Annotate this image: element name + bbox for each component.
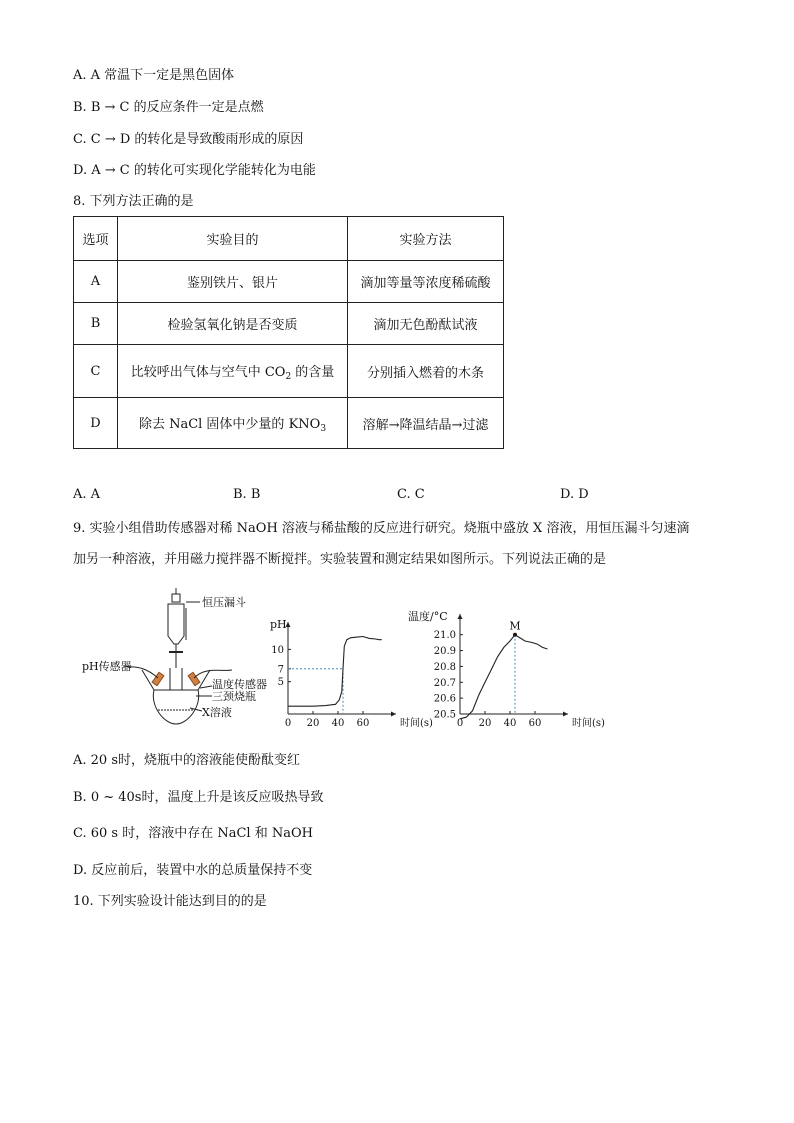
row-method: 分别插入燃着的木条 bbox=[348, 345, 504, 398]
row-purpose bbox=[118, 345, 348, 398]
q9-figure bbox=[72, 578, 612, 733]
x-axis-label: 时间(s) bbox=[572, 718, 605, 729]
x-axis-label: 时间(s) bbox=[400, 718, 433, 729]
q8-choice-a: A. A bbox=[73, 487, 101, 502]
y-axis-arrow bbox=[458, 614, 463, 619]
funnel-stopper bbox=[172, 594, 180, 602]
data-line bbox=[460, 635, 548, 719]
q9-option-c: C. 60 s 时，溶液中存在 NaCl 和 NaOH bbox=[73, 826, 313, 841]
y-tick-label: 5 bbox=[277, 677, 284, 689]
row-method: 滴加无色酚酞试液 bbox=[348, 303, 504, 345]
purpose-text: 的含量 bbox=[291, 364, 335, 380]
q8-choices bbox=[0, 487, 794, 505]
data-line bbox=[288, 637, 382, 707]
x-tick-label: 0 bbox=[456, 718, 464, 729]
row-purpose: 检验氢氧化钠是否变质 bbox=[118, 303, 348, 345]
y-tick-label: 20.7 bbox=[433, 677, 456, 689]
row-purpose: 鉴别铁片、银片 bbox=[118, 261, 348, 303]
funnel-body bbox=[168, 604, 184, 644]
row-option: A bbox=[74, 261, 118, 303]
temp-sensor-wire bbox=[194, 670, 232, 678]
q8-table bbox=[73, 216, 504, 449]
y-tick-label: 20.5 bbox=[433, 709, 456, 721]
flask-body bbox=[153, 690, 198, 724]
q7-option-b: B. B → C 的反应条件一定是点燃 bbox=[73, 100, 264, 115]
y-tick-label: 10 bbox=[271, 644, 284, 656]
label-x-solution: X溶液 bbox=[202, 706, 232, 719]
x-tick-label: 0 bbox=[284, 718, 292, 729]
ph-chart bbox=[270, 618, 433, 729]
q7-option-d: D. A → C 的转化可实现化学能转化为电能 bbox=[73, 163, 316, 178]
temperature-chart bbox=[408, 609, 605, 729]
q10-stem: 10. 下列实验设计能达到目的的是 bbox=[73, 894, 267, 909]
apparatus-diagram bbox=[82, 588, 267, 724]
header-method: 实验方法 bbox=[348, 217, 504, 261]
q8-choice-b: B. B bbox=[233, 487, 261, 502]
label-funnel: 恒压漏斗 bbox=[202, 596, 246, 609]
x-tick-label: 60 bbox=[356, 718, 370, 729]
x-axis-arrow bbox=[563, 712, 568, 717]
table-row bbox=[74, 345, 504, 398]
q9-option-a: A. 20 s时，烧瓶中的溶液能使酚酞变红 bbox=[73, 753, 300, 768]
x-tick-label: 40 bbox=[331, 718, 345, 729]
q8-choice-d: D. D bbox=[560, 487, 589, 502]
purpose-text: 比较呼出气体与空气中 CO bbox=[130, 364, 286, 380]
x-tick-label: 60 bbox=[528, 718, 542, 729]
label-ph-sensor: pH传感器 bbox=[82, 660, 132, 673]
leader-temp bbox=[200, 686, 212, 688]
table-row bbox=[74, 303, 504, 345]
q9-stem-line2: 加另一种溶液，并用磁力搅拌器不断搅拌。实验装置和测定结果如图所示。下列说法正确的是 bbox=[73, 552, 607, 567]
subscript: 2 bbox=[285, 371, 292, 382]
header-option: 选项 bbox=[74, 217, 118, 261]
q7-option-c: C. C → D 的转化是导致酸雨形成的原因 bbox=[73, 132, 304, 147]
q9-stem-line1: 9. 实验小组借助传感器对稀 NaOH 溶液与稀盐酸的反应进行研究。烧瓶中盛放 X 溶液，用恒压漏斗匀速滴 bbox=[73, 521, 690, 536]
point-label: M bbox=[509, 619, 521, 633]
purpose-text: 除去 NaCl 固体中少量的 KNO bbox=[138, 416, 321, 432]
table-row bbox=[74, 398, 504, 449]
subscript: 3 bbox=[320, 423, 327, 434]
y-tick-label: 21.0 bbox=[433, 630, 456, 642]
y-tick-label: 7 bbox=[277, 664, 284, 676]
label-flask: 三颈烧瓶 bbox=[212, 690, 256, 703]
q8-choice-c: C. C bbox=[397, 487, 425, 502]
q9-option-d: D. 反应前后，装置中水的总质量保持不变 bbox=[73, 863, 313, 878]
label-temp-sensor: 温度传感器 bbox=[212, 678, 267, 691]
row-option: D bbox=[74, 398, 118, 449]
q9-option-b: B. 0 ~ 40s时，温度上升是该反应吸热导致 bbox=[73, 790, 324, 805]
row-purpose bbox=[118, 398, 348, 449]
x-axis-arrow bbox=[391, 712, 396, 717]
row-option: C bbox=[74, 345, 118, 398]
q8-stem: 8. 下列方法正确的是 bbox=[73, 194, 194, 209]
header-purpose: 实验目的 bbox=[118, 217, 348, 261]
table-row bbox=[74, 261, 504, 303]
table-header-row bbox=[74, 217, 504, 261]
x-tick-label: 20 bbox=[306, 718, 320, 729]
y-axis-label: 温度/°C bbox=[408, 610, 448, 623]
y-tick-label: 20.6 bbox=[433, 693, 456, 705]
row-method: 滴加等量等浓度稀硫酸 bbox=[348, 261, 504, 303]
x-tick-label: 40 bbox=[503, 718, 517, 729]
q7-option-a: A. A 常温下一定是黑色固体 bbox=[73, 68, 235, 83]
y-axis-label: pH bbox=[270, 618, 287, 631]
row-option: B bbox=[74, 303, 118, 345]
y-tick-label: 20.9 bbox=[433, 646, 456, 658]
y-tick-label: 20.8 bbox=[433, 661, 456, 673]
row-method: 溶解→降温结晶→过滤 bbox=[348, 398, 504, 449]
x-tick-label: 20 bbox=[478, 718, 492, 729]
